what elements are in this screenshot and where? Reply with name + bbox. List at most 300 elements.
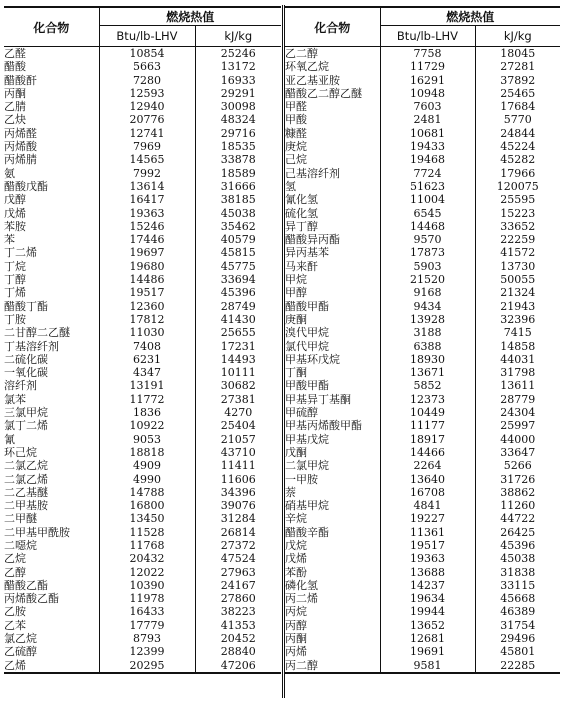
compound-name: 乙腈 — [4, 100, 99, 113]
compound-name: 乙炔 — [4, 113, 99, 126]
btu-value: 19691 — [380, 645, 475, 658]
table-row — [4, 539, 281, 552]
kj-value: 25246 — [220, 47, 256, 60]
kj-value: 37892 — [500, 73, 536, 87]
table-row — [4, 459, 281, 472]
btu-value: 15246 — [99, 220, 195, 233]
kj-value: 25404 — [220, 419, 256, 433]
kj-value: 32396 — [500, 312, 536, 326]
compound-name: 甲基环戊烷 — [285, 353, 380, 366]
table-row — [285, 340, 560, 353]
kj-value: 50055 — [500, 273, 536, 287]
btu-value: 14788 — [99, 486, 195, 499]
table-row — [4, 153, 281, 166]
kj-value: 28749 — [220, 299, 256, 313]
btu-value: 11772 — [99, 393, 195, 406]
btu-value: 1836 — [99, 406, 195, 419]
compound-name: 甲酸 — [285, 113, 380, 126]
compound-name: 丙烯酸 — [4, 140, 99, 153]
compound-name: 氰 — [4, 433, 99, 446]
table-row — [4, 406, 281, 419]
btu-value: 10922 — [99, 419, 195, 432]
compound-name: 氯乙烷 — [4, 632, 99, 645]
btu-value: 20432 — [99, 552, 195, 565]
compound-name: 一氧化碳 — [4, 366, 99, 379]
compound-name: 苯酚 — [285, 566, 380, 579]
btu-value: 8793 — [99, 632, 195, 645]
btu-value: 10449 — [380, 406, 475, 419]
compound-name: 乙二醇 — [285, 47, 380, 61]
kj-value: 45282 — [500, 153, 536, 167]
compound-name: 甲基异丁基酮 — [285, 393, 380, 406]
table-row — [285, 193, 560, 206]
table-row — [4, 526, 281, 539]
compound-name: 甲醇 — [285, 286, 380, 299]
table-row — [285, 459, 560, 472]
btu-value: 13191 — [99, 379, 195, 392]
table-row — [285, 632, 560, 645]
kj-value: 31284 — [220, 512, 256, 526]
left-table — [4, 6, 281, 674]
compound-name: 丁酮 — [285, 366, 380, 379]
table-row — [285, 153, 560, 166]
btu-value: 18917 — [380, 433, 475, 446]
kj-value: 47206 — [220, 658, 256, 672]
kj-value: 25655 — [220, 326, 256, 340]
compound-name: 戊烷 — [285, 539, 380, 552]
compound-name: 戊酮 — [285, 446, 380, 459]
table-row — [4, 499, 281, 512]
kj-value: 33878 — [220, 153, 256, 167]
btu-value: 12681 — [380, 632, 475, 645]
btu-value: 19363 — [99, 207, 195, 220]
compound-name: 醋酸戊酯 — [4, 180, 99, 193]
btu-value: 10948 — [380, 87, 475, 100]
btu-header: Btu/lb-LHV — [99, 26, 195, 47]
table-row — [285, 74, 560, 87]
table-row — [4, 113, 281, 126]
kj-value: 17966 — [500, 166, 536, 180]
table-row — [285, 379, 560, 392]
btu-value: 4990 — [99, 473, 195, 486]
table-row — [4, 60, 281, 73]
table-row — [4, 552, 281, 565]
btu-value: 5903 — [380, 260, 475, 273]
kj-value: 45224 — [500, 140, 536, 154]
kj-value: 27963 — [220, 565, 256, 579]
compound-name: 氯丁二烯 — [4, 419, 99, 432]
compound-name: 甲基丙烯酸甲酯 — [285, 419, 380, 432]
kj-value: 25465 — [500, 86, 536, 100]
btu-value: 16800 — [99, 499, 195, 512]
kj-value: 31754 — [500, 618, 536, 632]
compound-name: 二氯乙烷 — [4, 459, 99, 472]
kj-value: 13172 — [220, 60, 256, 74]
kj-value: 4270 — [224, 406, 253, 420]
compound-name: 甲酸甲酯 — [285, 379, 380, 392]
compound-name: 硫化氢 — [285, 207, 380, 220]
btu-value: 11729 — [380, 60, 475, 73]
kj-value: 11411 — [220, 459, 256, 473]
table-row — [4, 419, 281, 432]
table-row — [4, 632, 281, 645]
btu-value: 12022 — [99, 566, 195, 579]
table-row — [285, 473, 560, 486]
compound-name: 萘 — [285, 486, 380, 499]
btu-value: 7758 — [380, 47, 475, 61]
kj-value: 31726 — [500, 472, 536, 486]
compound-name: 氰化氢 — [285, 193, 380, 206]
btu-value: 9570 — [380, 233, 475, 246]
compound-name: 二甲基甲酰胺 — [4, 526, 99, 539]
kj-value: 29291 — [220, 86, 256, 100]
kj-value: 120075 — [496, 179, 539, 193]
compound-name: 丙二烯 — [285, 592, 380, 605]
btu-header: Btu/lb-LHV — [380, 26, 475, 47]
btu-value: 11528 — [99, 526, 195, 539]
compound-name: 醋酸辛酯 — [285, 526, 380, 539]
btu-value: 13928 — [380, 313, 475, 326]
btu-value: 9434 — [380, 300, 475, 313]
btu-value: 7408 — [99, 340, 195, 353]
table-row — [4, 207, 281, 220]
kj-value: 31666 — [220, 179, 256, 193]
compound-name: 醋酸异丙酯 — [285, 233, 380, 246]
kj-value: 5266 — [503, 459, 532, 473]
table-row — [285, 326, 560, 339]
kj-value: 45396 — [500, 538, 536, 552]
table-row — [285, 140, 560, 153]
kj-value: 27381 — [220, 392, 256, 406]
right-table-header — [285, 7, 560, 47]
compound-name: 丙酮 — [4, 87, 99, 100]
kj-value: 48324 — [220, 113, 256, 127]
btu-value: 11361 — [380, 526, 475, 539]
btu-value: 13614 — [99, 180, 195, 193]
kj-value: 44000 — [500, 432, 536, 446]
table-row — [285, 180, 560, 193]
btu-value: 4909 — [99, 459, 195, 472]
compound-name: 丁烷 — [4, 260, 99, 273]
table-row — [285, 619, 560, 632]
table-row — [285, 60, 560, 73]
compound-name: 甲基戊烷 — [285, 433, 380, 446]
compound-name: 己基溶纤剂 — [285, 167, 380, 180]
table-row — [4, 340, 281, 353]
btu-value: 6388 — [380, 340, 475, 353]
kj-value: 27860 — [220, 592, 256, 606]
table-row — [285, 167, 560, 180]
table-row — [285, 499, 560, 512]
compound-name: 甲烷 — [285, 273, 380, 286]
table-row — [4, 473, 281, 486]
kj-value: 26425 — [500, 525, 536, 539]
table-row — [4, 100, 281, 113]
btu-value: 10681 — [380, 127, 475, 140]
table-row — [4, 260, 281, 273]
table-row — [4, 193, 281, 206]
btu-value: 7724 — [380, 167, 475, 180]
left-table-header — [4, 7, 281, 47]
compound-name: 戊烯 — [4, 207, 99, 220]
kj-value: 27281 — [500, 60, 536, 74]
table-row — [285, 273, 560, 286]
compound-name: 糠醛 — [285, 127, 380, 140]
table-row — [4, 366, 281, 379]
table-row — [4, 220, 281, 233]
kj-value: 7415 — [503, 326, 532, 340]
compound-name: 醋酸甲酯 — [285, 300, 380, 313]
compound-name: 氯代甲烷 — [285, 340, 380, 353]
table-row — [285, 207, 560, 220]
kj-value: 47524 — [220, 552, 256, 566]
kj-value: 31798 — [500, 366, 536, 380]
kj-value: 41430 — [220, 312, 256, 326]
btu-value: 4347 — [99, 366, 195, 379]
table-row — [4, 74, 281, 87]
btu-value: 51623 — [380, 180, 475, 193]
table-row — [4, 592, 281, 605]
table-row — [285, 87, 560, 100]
table-row — [285, 406, 560, 419]
btu-value: 18818 — [99, 446, 195, 459]
kj-value: 14493 — [220, 352, 256, 366]
compound-name: 氨 — [4, 167, 99, 180]
kj-value: 30682 — [220, 379, 256, 393]
table-row — [4, 233, 281, 246]
table-row — [285, 446, 560, 459]
btu-value: 19468 — [380, 153, 475, 166]
table-row — [285, 419, 560, 432]
btu-value: 5663 — [99, 60, 195, 73]
compound-name: 乙醇 — [4, 566, 99, 579]
compound-name: 氯苯 — [4, 393, 99, 406]
table-row — [4, 659, 281, 673]
btu-value: 20295 — [99, 659, 195, 673]
kj-value: 45396 — [220, 286, 256, 300]
compound-name: 苯胺 — [4, 220, 99, 233]
table-row — [4, 127, 281, 140]
btu-value: 6545 — [380, 207, 475, 220]
kj-value: 45668 — [500, 592, 536, 606]
kj-value: 27372 — [220, 538, 256, 552]
btu-value: 11978 — [99, 592, 195, 605]
compound-name: 二甘醇二乙醚 — [4, 326, 99, 339]
table-row — [285, 552, 560, 565]
btu-value: 12373 — [380, 393, 475, 406]
compound-name: 醋酸丁酯 — [4, 300, 99, 313]
compound-name: 异丙基苯 — [285, 246, 380, 259]
compound-name: 亚乙基亚胺 — [285, 74, 380, 87]
table-row — [4, 313, 281, 326]
kj-value: 39076 — [220, 499, 256, 513]
btu-value: 12940 — [99, 100, 195, 113]
compound-name: 丁基溶纤剂 — [4, 340, 99, 353]
right-table-body — [285, 47, 560, 673]
compound-name: 醋酸 — [4, 60, 99, 73]
kj-value: 24844 — [500, 126, 536, 140]
compound-name: 醋酸乙酯 — [4, 579, 99, 592]
btu-value: 5852 — [380, 379, 475, 392]
kj-value: 25997 — [500, 419, 536, 433]
btu-value: 7603 — [380, 100, 475, 113]
btu-value: 13450 — [99, 512, 195, 525]
kj-value: 20452 — [220, 632, 256, 646]
table-row — [4, 393, 281, 406]
kj-value: 45038 — [220, 206, 256, 220]
btu-value: 19363 — [380, 552, 475, 565]
btu-value: 19697 — [99, 246, 195, 259]
compound-name: 乙醛 — [4, 47, 99, 61]
kj-value: 24167 — [220, 578, 256, 592]
btu-value: 7992 — [99, 167, 195, 180]
compound-name: 丙酮 — [285, 632, 380, 645]
kj-header: kJ/kg — [503, 29, 532, 43]
kj-value: 18045 — [500, 47, 536, 60]
column-separator — [282, 5, 283, 698]
kj-value: 18589 — [220, 166, 256, 180]
btu-value: 13640 — [380, 473, 475, 486]
compound-header: 化合物 — [4, 7, 99, 47]
table-row — [285, 512, 560, 525]
kj-value: 40579 — [220, 233, 256, 247]
compound-name: 乙烷 — [4, 552, 99, 565]
compound-name: 环己烷 — [4, 446, 99, 459]
table-row — [285, 539, 560, 552]
btu-value: 12593 — [99, 87, 195, 100]
compound-name: 丁醇 — [4, 273, 99, 286]
kj-value: 41572 — [500, 246, 536, 260]
btu-value: 6231 — [99, 353, 195, 366]
compound-name: 辛烷 — [285, 512, 380, 525]
btu-value: 3188 — [380, 326, 475, 339]
table-row — [285, 486, 560, 499]
btu-value: 7969 — [99, 140, 195, 153]
btu-value: 7280 — [99, 74, 195, 87]
compound-name: 氢 — [285, 180, 380, 193]
compound-name: 溴代甲烷 — [285, 326, 380, 339]
table-row — [285, 313, 560, 326]
table-row — [285, 592, 560, 605]
table-row — [4, 433, 281, 446]
table-row — [285, 433, 560, 446]
table-row — [285, 127, 560, 140]
table-row — [285, 353, 560, 366]
kj-value: 17684 — [500, 100, 536, 114]
kj-value: 45038 — [500, 552, 536, 566]
compound-name: 戊醇 — [4, 193, 99, 206]
btu-value: 16433 — [99, 605, 195, 618]
btu-value: 21520 — [380, 273, 475, 286]
compound-name: 丙烯腈 — [4, 153, 99, 166]
compound-name: 己烷 — [285, 153, 380, 166]
compound-name: 二甲基胺 — [4, 499, 99, 512]
btu-value: 19680 — [99, 260, 195, 273]
kj-value: 5770 — [503, 113, 532, 127]
compound-name: 二乙基醚 — [4, 486, 99, 499]
table-row — [285, 47, 560, 61]
kj-value: 17231 — [220, 339, 256, 353]
kj-value: 41353 — [220, 618, 256, 632]
compound-name: 三氯甲烷 — [4, 406, 99, 419]
table-row — [4, 167, 281, 180]
btu-value: 12741 — [99, 127, 195, 140]
table-row — [285, 645, 560, 658]
btu-value: 11004 — [380, 193, 475, 206]
table-row — [285, 605, 560, 618]
kj-value: 30098 — [220, 100, 256, 114]
heat-value-header: 燃烧热值 — [380, 7, 560, 26]
kj-value: 35462 — [220, 219, 256, 233]
compound-name: 戊烯 — [285, 552, 380, 565]
compound-name: 异丁醇 — [285, 220, 380, 233]
table-row — [4, 273, 281, 286]
btu-value: 19634 — [380, 592, 475, 605]
btu-value: 13671 — [380, 366, 475, 379]
btu-value: 19517 — [380, 539, 475, 552]
table-row — [285, 393, 560, 406]
table-row — [4, 446, 281, 459]
btu-value: 19944 — [380, 605, 475, 618]
compound-name: 环氧乙烷 — [285, 60, 380, 73]
compound-name: 乙烯 — [4, 659, 99, 673]
kj-value: 22285 — [500, 658, 536, 672]
compound-header: 化合物 — [285, 7, 380, 47]
kj-value: 11260 — [500, 499, 536, 513]
btu-value: 13652 — [380, 619, 475, 632]
compound-name: 二甲醚 — [4, 512, 99, 525]
compound-name: 庚烷 — [285, 140, 380, 153]
btu-value: 17873 — [380, 246, 475, 259]
btu-value: 11177 — [380, 419, 475, 432]
kj-value: 43710 — [220, 445, 256, 459]
kj-value: 38223 — [220, 605, 256, 619]
btu-value: 2264 — [380, 459, 475, 472]
btu-value: 14565 — [99, 153, 195, 166]
compound-name: 乙苯 — [4, 619, 99, 632]
compound-name: 醋酸乙二醇乙醚 — [285, 87, 380, 100]
compound-name: 丙二醇 — [285, 659, 380, 673]
kj-value: 13611 — [500, 379, 536, 393]
compound-name: 乙胺 — [4, 605, 99, 618]
btu-value: 9168 — [380, 286, 475, 299]
heat-value-header: 燃烧热值 — [99, 7, 281, 26]
compound-name: 丙醇 — [285, 619, 380, 632]
kj-value: 21057 — [220, 432, 256, 446]
kj-value: 44722 — [500, 512, 536, 526]
kj-header: kJ/kg — [224, 29, 253, 43]
compound-name: 丙烯醛 — [4, 127, 99, 140]
compound-name: 二氯甲烷 — [285, 459, 380, 472]
kj-value: 28840 — [220, 645, 256, 659]
kj-value: 45801 — [500, 645, 536, 659]
btu-value: 11030 — [99, 326, 195, 339]
table-row — [285, 566, 560, 579]
compound-name: 丙烯 — [285, 645, 380, 658]
kj-value: 21324 — [500, 286, 536, 300]
table-row — [4, 140, 281, 153]
btu-value: 19517 — [99, 286, 195, 299]
table-row — [285, 246, 560, 259]
btu-value: 19433 — [380, 140, 475, 153]
table-row — [285, 220, 560, 233]
btu-value: 19227 — [380, 512, 475, 525]
table-row — [4, 486, 281, 499]
compound-name: 磷化氢 — [285, 579, 380, 592]
table-row — [4, 180, 281, 193]
kj-value: 33115 — [500, 578, 536, 592]
table-row — [285, 579, 560, 592]
